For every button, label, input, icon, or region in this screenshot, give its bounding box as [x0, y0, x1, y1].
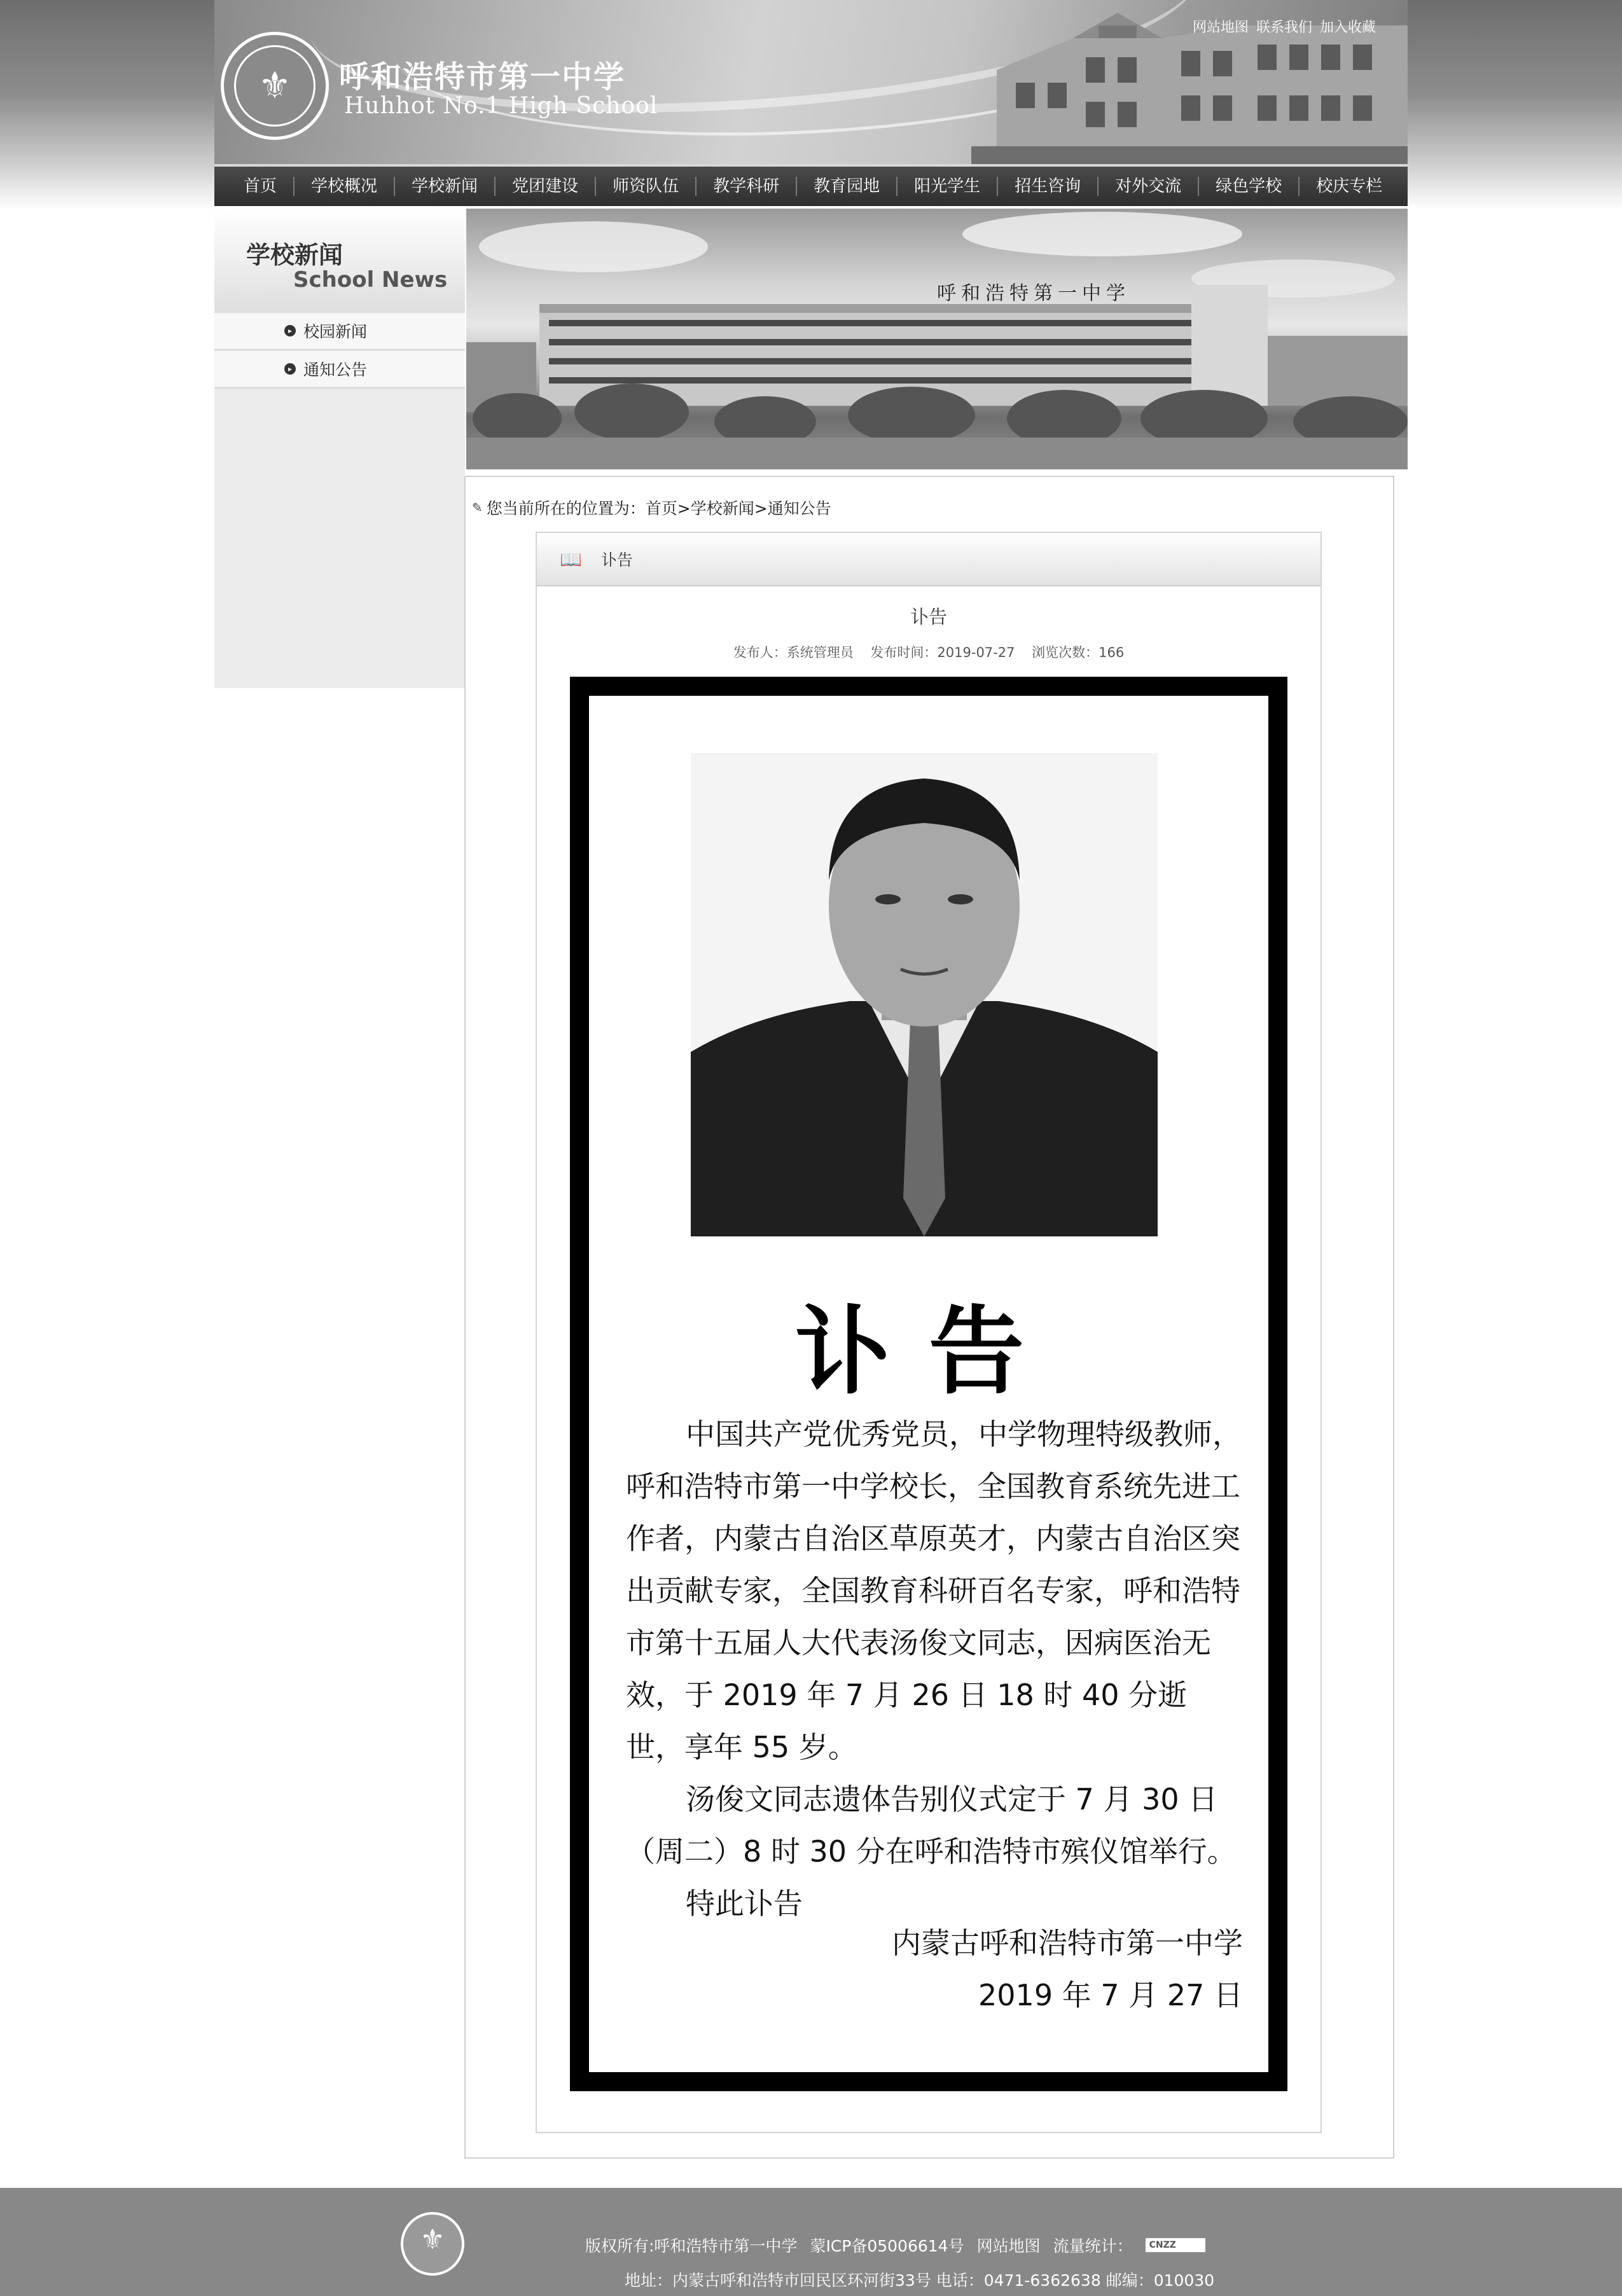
pencil-icon: ✎ — [472, 500, 483, 515]
article-title: 讣告 — [910, 606, 947, 628]
footer-copyright: 版权所有:呼和浩特市第一中学 — [585, 2237, 798, 2255]
site-title-cn: 呼和浩特市第一中学 — [339, 59, 626, 95]
nav-item-about[interactable]: 学校概况 — [293, 177, 394, 196]
footer-info — [585, 2234, 1205, 2257]
sidebar-item-notices[interactable] — [214, 351, 465, 389]
obituary-heading: 讣告 — [794, 1296, 1062, 1407]
nav-item-news[interactable]: 学校新闻 — [394, 177, 494, 196]
contact-link[interactable]: 联系我们 — [1256, 20, 1312, 36]
sidebar-title-cn: 学校新闻 — [246, 241, 343, 269]
book-icon: 📖 — [560, 548, 582, 570]
bookmark-link[interactable]: 加入收藏 — [1319, 20, 1376, 36]
obituary-paragraph: 中国共产党优秀党员，中学物理特级教师，呼和浩特市第一中学校长，全国教育系统先进工作者，内蒙古自治区草原英才，内蒙古自治区突出贡献专家，全国教育科研百名专家，呼和浩特市第十五届人大代表汤俊文同志，因病医治无效，于 2019 年 7 月 26 日 18 时 40 分逝世，享年 55 岁。 — [626, 1417, 1242, 1764]
sidebar-header — [214, 209, 465, 313]
banner-sign: 呼和浩特第一中学 — [937, 282, 1130, 305]
footer-logo-emblem: ⚜ — [420, 2223, 445, 2256]
obituary-paragraph: 汤俊文同志遗体告别仪式定于 7 月 30 日（周二）8 时 30 分在呼和浩特市殡仪馆举行。 — [626, 1782, 1237, 1869]
nav-item-home[interactable]: 首页 — [244, 177, 277, 196]
banner-school-building — [466, 209, 1408, 469]
sidebar-title-en: School News — [293, 267, 448, 293]
sitemap-link[interactable]: 网站地图 — [1192, 20, 1249, 36]
site-header — [214, 0, 1408, 164]
article-views: 浏览次数：166 — [1032, 645, 1125, 660]
obituary-signature-block — [892, 1917, 1243, 2021]
site-footer — [0, 2188, 1622, 2296]
nav-item-anniversary[interactable]: 校庆专栏 — [1298, 177, 1399, 196]
obituary-card — [589, 696, 1268, 2072]
footer-stats-label: 流量统计： — [1053, 2237, 1133, 2255]
nav-item-research[interactable]: 教学科研 — [695, 177, 796, 196]
sidebar-item-label: 校园新闻 — [303, 322, 368, 341]
nav-item-admissions[interactable]: 招生咨询 — [997, 177, 1097, 196]
breadcrumb — [472, 496, 831, 519]
footer-icp[interactable]: 蒙ICP备05006614号 — [810, 2237, 964, 2255]
obituary-date: 2019 年 7 月 27 日 — [978, 1978, 1243, 2012]
nav-item-students[interactable]: 阳光学生 — [896, 177, 997, 196]
breadcrumb-path[interactable]: 首页>学校新闻>通知公告 — [645, 499, 831, 518]
breadcrumb-prefix: 您当前所在的位置为： — [486, 499, 646, 518]
article-section-label: 讣告 — [600, 551, 633, 569]
logo-emblem: ⚜ — [258, 64, 291, 107]
logo-ring — [234, 45, 315, 127]
cnzz-icon[interactable]: CNZZ — [1146, 2238, 1205, 2252]
nav-item-exchange[interactable]: 对外交流 — [1097, 177, 1198, 196]
main-nav — [214, 164, 1408, 206]
sidebar — [214, 209, 465, 688]
site-title-en: Huhhot No.1 High School — [344, 93, 658, 119]
school-logo-icon — [401, 2212, 464, 2276]
obituary-body — [626, 1408, 1242, 1930]
obituary-frame — [570, 677, 1287, 2091]
bullet-icon: ▸ — [284, 363, 296, 375]
nav-item-faculty[interactable]: 师资队伍 — [595, 177, 695, 196]
obituary-signature: 内蒙古呼和浩特市第一中学 — [892, 1926, 1243, 1960]
article-publisher: 发布人：系统管理员 — [733, 645, 854, 660]
sidebar-item-campus-news[interactable] — [214, 313, 465, 351]
obituary-paragraph: 特此讣告 — [686, 1886, 803, 1921]
portrait-photo — [691, 753, 1158, 1236]
sidebar-item-label: 通知公告 — [303, 361, 368, 379]
nav-item-education[interactable]: 教育园地 — [796, 177, 896, 196]
article-publish-time: 发布时间：2019-07-27 — [870, 645, 1015, 660]
article-header — [537, 533, 1320, 586]
footer-address: 地址：内蒙古呼和浩特市回民区环河街33号 电话：0471-6362638 邮编：010030 — [625, 2271, 1215, 2290]
nav-item-green[interactable]: 绿色学校 — [1198, 177, 1298, 196]
article-meta — [537, 642, 1320, 661]
school-logo-icon[interactable] — [221, 32, 329, 140]
bullet-icon: ▸ — [284, 325, 296, 336]
footer-sitemap-link[interactable]: 网站地图 — [976, 2237, 1041, 2255]
top-links — [1193, 17, 1376, 36]
nav-item-party[interactable]: 党团建设 — [494, 177, 595, 196]
banner-image — [466, 209, 1408, 469]
